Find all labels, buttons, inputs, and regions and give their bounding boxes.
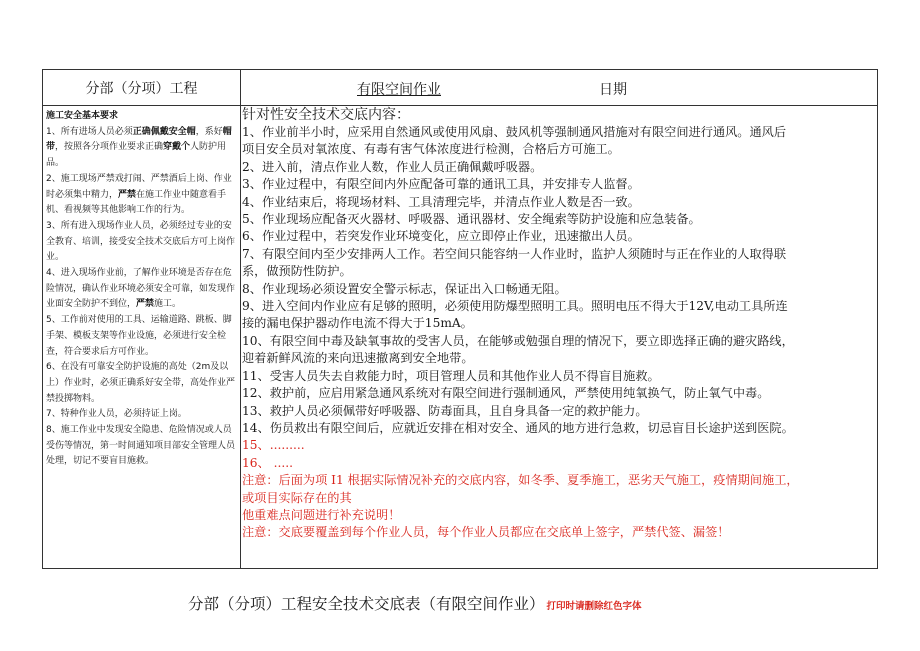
- form-footer: [188, 592, 642, 614]
- red-note-line: 注意：后面为项 I1 根据实际情况补充的交底内容，如冬季、夏季施工，恶劣天气施工，疫情期间施工，: [242, 473, 799, 488]
- header-work-type: 有限空间作业: [357, 82, 441, 98]
- disclosure-line: 3、作业过程中，有限空间内外应配备可靠的通讯工具，并安排专人监督。: [242, 177, 640, 192]
- form-title: 分部（分项）工程安全技术交底表（有限空间作业）: [188, 595, 545, 613]
- red-note-line: 他重难点问题进行补充说明！: [242, 507, 401, 522]
- disclosure-line: 1、作业前半小时，应采用自然通风或使用风扇、鼓风机等强制通风措施对有限空间进行通风。通风后: [242, 125, 787, 139]
- requirement-3: 3、所有进入现场作业人员，必须经过专业的安全教育、培训，接受安全技术交底后方可上岗作业。: [46, 220, 236, 263]
- requirement-6: 6、在没有可靠安全防护设施的高处（2m及以上）作业时，必须正确系好安全带，高处作业严禁投掷物料。: [46, 362, 236, 404]
- requirement-5: 5、工作前对使用的工具、运输道路、跳板、脚手架、模板支架等作业设施，必须进行安全检查，符合要求后方可作业。: [46, 315, 232, 357]
- requirement-1: 1、所有进场人员必须正确佩戴安全帽，系好帽带，按照各分项作业要求正确穿戴个人防护用品。: [46, 126, 232, 169]
- header-date-label: 日期: [599, 82, 627, 98]
- disclosure-form: [42, 69, 878, 569]
- requirement-4: 4、进入现场作业前，了解作业环境是否存在危险情况，确认作业环境必须安全可靠，如发现作业面安全防护不到位，严禁施工。: [46, 268, 236, 310]
- red-placeholder-line: 15、.........: [242, 438, 305, 453]
- disclosure-line: 8、作业现场必须设置安全警示标志，保证出入口畅通无阻。: [242, 281, 567, 296]
- disclosure-line: 2、进入前，清点作业人数，作业人员正确佩戴呼吸器。: [242, 159, 543, 174]
- disclosure-line: 迎着新鲜风流的来向迅速撤离到安全地带。: [242, 351, 474, 366]
- red-note-line: 注意：交底要覆盖到每个作业人员，每个作业人员都应在交底单上签字，严禁代签、漏签！: [242, 525, 730, 540]
- red-placeholder-line: 16、 .....: [242, 455, 293, 470]
- disclosure-line: 5、作业现场应配备灭火器材、呼吸器、通讯器材、安全绳索等防护设施和应急装备。: [242, 212, 701, 227]
- disclosure-line: 14、伤员救出有限空间后，应就近安排在相对安全、通风的地方进行急救，切忌盲目长途护送到医院。: [242, 420, 794, 435]
- disclosure-line: 13、救护人员必须佩带好呼吸器、防毒面具，且自身具备一定的救护能力。: [242, 403, 648, 418]
- disclosure-content-title: 针对性安全技术交底内容：: [242, 107, 410, 123]
- disclosure-line: 系，做预防性防护。: [242, 264, 352, 279]
- form-header: [43, 70, 877, 106]
- disclosure-line: 9、进入空间内作业应有足够的照明，必须使用防爆型照明工具。照明电压不得大于12V,电动工具所连: [242, 299, 788, 314]
- disclosure-line: 接的漏电保护器动作电流不得大于15mA。: [242, 316, 473, 331]
- requirement-8: 8、施工作业中发现安全隐患、危险情况或人员受伤等情况，第一时间通知项目部安全管理人员处理，切记不要盲目施救。: [46, 425, 236, 467]
- basic-requirements-column: [43, 106, 241, 568]
- disclosure-content-column: [242, 106, 878, 542]
- red-note-line: 或项目实际存在的其: [242, 490, 352, 505]
- header-project-label: 分部（分项）工程: [43, 70, 241, 105]
- disclosure-line: 7、有限空间内至少安排两人工作。若空间只能容纳一人作业时，监护人须随时与正在作业的人取得联: [242, 246, 787, 261]
- disclosure-line: 4、作业结束后，将现场材料、工具清理完毕，并清点作业人数是否一致。: [242, 194, 640, 209]
- print-note: 打印时请删除红色字体: [546, 601, 642, 612]
- basic-requirements-title: 施工安全基本要求: [46, 111, 119, 121]
- disclosure-line: 12、救护前，应启用紧急通风系统对有限空间进行强制通风，严禁使用纯氧换气，防止氧气中毒。: [242, 386, 770, 401]
- disclosure-line: 11、受害人员失去自救能力时，项目管理人员和其他作业人员不得盲目施救。: [242, 368, 660, 383]
- disclosure-line: 6、作业过程中，若突发作业环境变化，应立即停止作业，迅速撤出人员。: [242, 229, 640, 244]
- requirement-7: 7、特种作业人员，必须持证上岗。: [46, 409, 187, 420]
- disclosure-line: 10、有限空间中毒及缺氧事故的受害人员，在能够或勉强自理的情况下，要立即选择正确的避灾路线，: [242, 333, 794, 348]
- requirement-2: 2、施工现场严禁戏打闹、严禁酒后上岗、作业时必须集中精力，严禁在施工作业中随意看手机、看视频等其他影响工作的行为。: [46, 173, 232, 216]
- disclosure-line: 项目安全员对氧浓度、有毒有害气体浓度进行检测，合格后方可施工。: [242, 142, 620, 157]
